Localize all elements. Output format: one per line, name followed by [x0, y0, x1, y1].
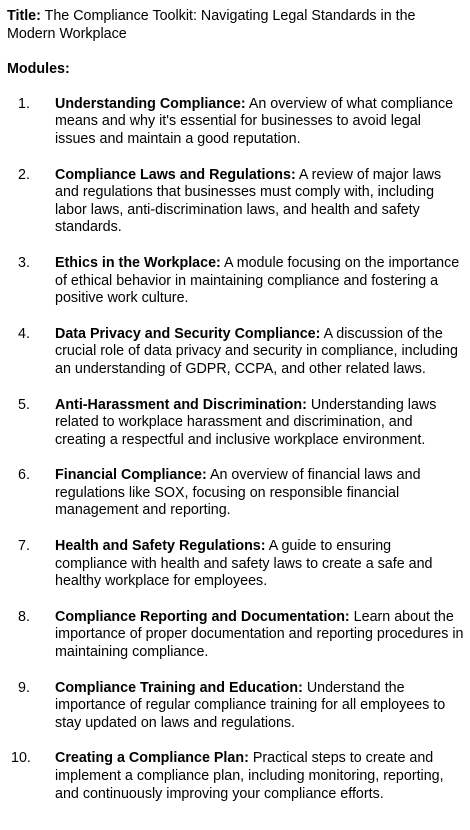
module-description: A discussion of the crucial role of data privacy and security in compliance, including an understanding of GDPR, CCPA, and other related laws. — [55, 325, 458, 377]
module-name: Financial Compliance: — [55, 467, 207, 484]
module-number: 10. — [11, 750, 31, 767]
module-item — [7, 96, 464, 149]
module-item — [7, 397, 464, 450]
module-item — [7, 680, 464, 733]
module-description: Learn about the importance of proper documentation and reporting procedures in maintaining compliance. — [55, 608, 464, 661]
module-name: Compliance Reporting and Documentation: — [55, 608, 350, 625]
module-item — [7, 750, 464, 803]
module-number: 7. — [18, 538, 30, 555]
module-description: Understanding laws related to workplace harassment and discrimination, and creating a respectful and inclusive workplace environment. — [55, 396, 437, 448]
module-number: 4. — [18, 325, 30, 342]
module-number: 2. — [18, 166, 30, 183]
module-item — [7, 609, 464, 662]
module-name: Compliance Training and Education: — [55, 679, 303, 696]
module-item — [7, 467, 464, 520]
module-name: Compliance Laws and Regulations: — [55, 166, 296, 183]
title-text: The Compliance Toolkit: Navigating Legal Standards in the Modern Workplace — [7, 8, 416, 42]
module-description: An overview of what compliance means and why it's essential for businesses to avoid legal issues and maintain a good reputation. — [55, 95, 454, 147]
module-item — [7, 326, 464, 379]
title-label: Title: — [7, 8, 41, 24]
module-name: Anti-Harassment and Discrimination: — [55, 396, 307, 413]
module-description: Practical steps to create and implement a compliance plan, including monitoring, reporting, and continuously improving your compliance efforts. — [55, 750, 444, 802]
module-name: Data Privacy and Security Compliance: — [55, 325, 321, 342]
document-title — [7, 8, 464, 43]
modules-heading: Modules: — [7, 61, 70, 78]
module-name: Ethics in the Workplace: — [55, 254, 221, 271]
module-item — [7, 255, 464, 308]
module-number: 3. — [18, 254, 30, 271]
module-description: A guide to ensuring compliance with health and safety laws to create a safe and healthy workplace for employees. — [55, 538, 433, 590]
module-number: 9. — [18, 679, 30, 696]
module-list — [7, 96, 464, 803]
module-name: Understanding Compliance: — [55, 95, 246, 112]
module-item — [7, 538, 464, 591]
module-description: A module focusing on the importance of ethical behavior in maintaining compliance and fostering a positive work culture. — [55, 254, 460, 307]
module-description: An overview of financial laws and regulations like SOX, focusing on responsible financial management and reporting. — [55, 467, 421, 519]
module-name: Health and Safety Regulations: — [55, 538, 266, 555]
module-name: Creating a Compliance Plan: — [55, 750, 249, 767]
module-number: 6. — [18, 467, 30, 484]
module-item — [7, 167, 464, 237]
module-number: 8. — [18, 608, 30, 625]
module-description: Understand the importance of regular compliance training for all employees to stay updated on laws and regulations. — [55, 679, 446, 731]
module-number: 1. — [18, 95, 30, 112]
module-description: A review of major laws and regulations that businesses must comply with, including labor laws, anti-discrimination laws, and health and safety standards. — [55, 166, 442, 236]
module-number: 5. — [18, 396, 30, 413]
